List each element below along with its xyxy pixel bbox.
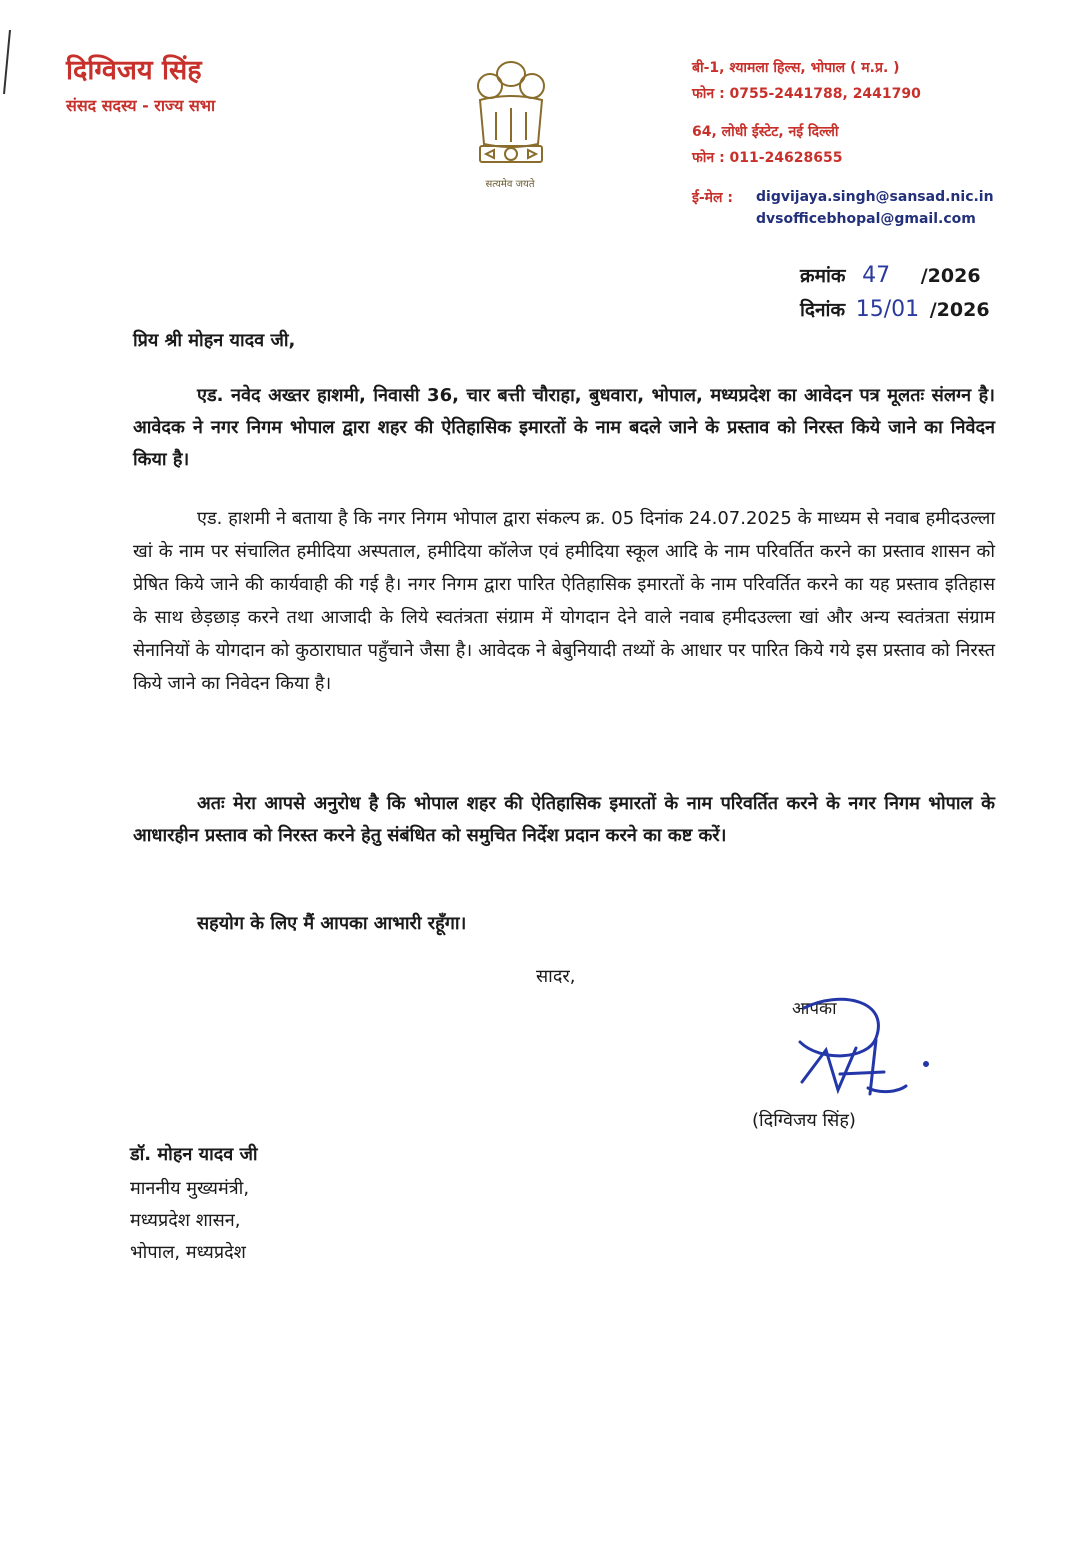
addressee-place: भोपाल, मध्यप्रदेश — [130, 1242, 246, 1263]
emblem-motto: सत्यमेव जयते — [485, 179, 535, 190]
reference-date-year: /2026 — [929, 299, 990, 321]
closing-aapka: आपका — [792, 999, 837, 1019]
reference-number-value: 47 — [862, 263, 891, 288]
letterhead-designation: संसद सदस्य - राज्य सभा — [66, 96, 216, 115]
email-label: ई-मेल : — [692, 190, 734, 206]
phone-bhopal: फोन : 0755-2441788, 2441790 — [692, 86, 921, 102]
handwritten-signature — [780, 990, 940, 1110]
address-delhi: 64, लोधी ईस्टेट, नई दिल्ली — [692, 124, 839, 140]
address-bhopal: बी-1, श्यामला हिल्स, भोपाल ( म.प्र. ) — [692, 60, 900, 76]
reference-date-label: दिनांक — [800, 299, 846, 321]
addressee-government: मध्यप्रदेश शासन, — [130, 1210, 241, 1231]
email-primary[interactable]: digvijaya.singh@sansad.nic.in — [756, 189, 994, 205]
signatory-name: (दिग्विजय सिंह) — [752, 1110, 856, 1131]
email-secondary[interactable]: dvsofficebhopal@gmail.com — [756, 211, 976, 227]
letterhead-name: दिग्विजय सिंह — [66, 55, 202, 86]
reference-number-label: क्रमांक — [800, 265, 846, 287]
reference-number — [800, 262, 981, 288]
salutation: प्रिय श्री मोहन यादव जी, — [133, 330, 296, 351]
reference-number-year: /2026 — [920, 265, 981, 287]
reference-date — [800, 296, 990, 322]
reference-date-value: 15/01 — [855, 297, 920, 322]
national-emblem-icon — [466, 52, 556, 192]
scan-edge-mark — [0, 28, 14, 98]
body-paragraph-2: एड. हाशमी ने बताया है कि नगर निगम भोपाल द्वारा संकल्प क्र. 05 दिनांक 24.07.2025 के माध्यम से नवाब हमीदउल्ला खां के नाम पर संचालित हमीदिया अस्पताल, हमीदिया कॉलेज एवं हमीदिया स्कूल आदि के नाम परिवर्तित करने का प्रस्ताव शासन को प्रेषित किये जाने की कार्यवाही की गई है। नगर निगम द्वारा पारित ऐतिहासिक इमारतों के नाम परिवर्तित करने का यह प्रस्ताव इतिहास के साथ छेड़छाड़ करने तथा आजादी के लिये स्वतंत्रता संग्राम में योगदान देने वाले नवाब हमीदउल्ला खां और अन्य स्वतंत्रता संग्राम सेनानियों के योगदान को कुठाराघात पहुँचाने जैसा है। आवेदक ने बेबुनियादी तथ्यों के आधार पर पारित किये गये इस प्रस्ताव को निरस्त किये जाने का निवेदन किया है। — [133, 508, 995, 694]
addressee-designation: माननीय मुख्यमंत्री, — [130, 1178, 250, 1199]
body-paragraph-4: सहयोग के लिए मैं आपका आभारी रहूँगा। — [197, 913, 467, 934]
addressee-name: डॉ. मोहन यादव जी — [130, 1144, 258, 1165]
body-paragraph-3: अतः मेरा आपसे अनुरोध है कि भोपाल शहर की ऐतिहासिक इमारतों के नाम परिवर्तित करने के नगर निगम भोपाल के आधारहीन प्रस्ताव को निरस्त करने हेतु संबंधित को समुचित निर्देश प्रदान करने का कष्ट करें। — [133, 793, 995, 846]
closing-sadar: सादर, — [536, 966, 576, 987]
phone-delhi: फोन : 011-24628655 — [692, 150, 843, 166]
body-paragraph-1: एड. नवेद अख्तर हाशमी, निवासी 36, चार बत्ती चौराहा, बुधवारा, भोपाल, मध्यप्रदेश का आवेदन पत्र मूलतः संलग्न है। आवेदक ने नगर निगम भोपाल द्वारा शहर की ऐतिहासिक इमारतों के नाम बदले जाने के प्रस्ताव को निरस्त किये जाने का निवेदन किया है। — [133, 385, 995, 470]
